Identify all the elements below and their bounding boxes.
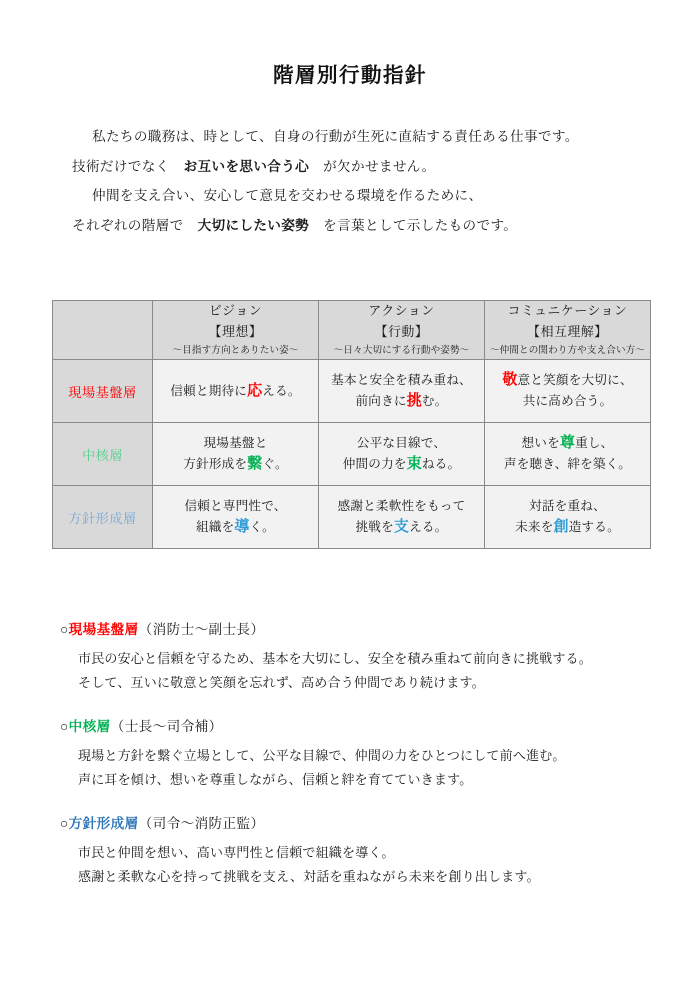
intro-paragraph	[72, 122, 632, 240]
cell-text-post: く。	[249, 520, 275, 534]
keyword-kanji: 応	[247, 382, 263, 399]
header-main-label: アクション	[368, 304, 435, 318]
cell-text-post: ぐ。	[262, 457, 288, 471]
section-body-line: そして、互いに敬意と笑顔を忘れず、高め合う仲間であり続けます。	[78, 674, 485, 690]
section-body	[60, 841, 660, 888]
table-header-action	[319, 301, 485, 360]
section-rank-range: （士長～司令補）	[110, 719, 223, 734]
cell-text-post: 造する。	[568, 520, 620, 534]
cell-text-pre: 信頼と専門性で、	[184, 499, 287, 513]
section-body-line: 声に耳を傾け、想いを尊重しながら、信頼と絆を育てていきます。	[78, 771, 473, 787]
cell-text-pre: 未来を	[515, 520, 554, 534]
row-label-chukaku: 中核層	[53, 423, 153, 486]
intro-line-3-text: 仲間を支え合い、安心して意見を交わせる環境を作るために、	[92, 188, 483, 203]
header-sub-label: 【行動】	[374, 325, 429, 339]
header-note-label: ～目指す方向とありたい姿～	[172, 345, 299, 356]
section-rank-range: （司令～消防正監）	[138, 816, 265, 831]
cell-line	[153, 433, 318, 454]
section-chukaku-sou	[60, 715, 660, 791]
keyword-kanji: 導	[234, 519, 250, 535]
cell-line	[485, 496, 650, 517]
cell-line	[485, 454, 650, 475]
section-body-line: 市民の安心と信頼を守るため、基本を大切にし、安全を積み重ねて前向きに挑戦する。	[78, 651, 592, 666]
cell-action-row2	[319, 486, 485, 549]
cell-line	[319, 370, 484, 391]
cell-line	[319, 454, 484, 475]
section-body	[60, 647, 660, 694]
keyword-kanji: 敬	[502, 372, 518, 388]
bullet-circle-icon: ○	[60, 816, 69, 831]
table-row	[53, 360, 651, 423]
cell-line	[319, 496, 484, 517]
keyword-kanji: 支	[393, 519, 410, 535]
intro-line-1-text: 私たちの職務は、時として、自身の行動が生死に直結する責任ある仕事です。	[92, 129, 579, 144]
cell-line	[153, 381, 318, 402]
cell-vision-row0	[153, 360, 319, 423]
cell-text-pre: 感謝と柔軟性をもって	[337, 499, 466, 513]
cell-text-pre: 想いを	[521, 436, 560, 450]
section-body-line: 感謝と柔軟な心を持って挑戦を支え、対話を重ねながら未来を創り出します。	[78, 868, 540, 884]
cell-text-pre: 対話を重ね、	[529, 499, 606, 513]
intro-line-1	[72, 122, 632, 152]
cell-line	[153, 496, 318, 517]
header-note-label: ～仲間との関わり方や支え合い方～	[489, 345, 646, 356]
intro-line-4-emphasis: 大切にしたい姿勢	[197, 217, 310, 233]
table-header-vision	[153, 301, 319, 360]
table-header-row	[53, 301, 651, 360]
table-corner-cell	[53, 301, 153, 360]
section-body	[60, 744, 660, 791]
intro-line-2-prefix: 技術だけでなく	[72, 158, 170, 174]
intro-line-4-prefix: それぞれの階層で	[72, 217, 184, 233]
cell-communication-row0	[485, 360, 651, 423]
header-main-label: コミュニケーション	[507, 304, 628, 318]
cell-line	[319, 517, 484, 538]
header-sub-label: 【相互理解】	[527, 325, 608, 339]
keyword-kanji: 挑	[406, 393, 422, 409]
section-genba-kiban-sou	[60, 618, 660, 694]
section-layer-name: 方針形成層	[68, 816, 139, 831]
cell-communication-row1	[485, 423, 651, 486]
bullet-circle-icon: ○	[60, 719, 69, 734]
cell-line	[319, 391, 484, 412]
section-layer-name: 現場基盤層	[68, 622, 139, 637]
cell-text-post: える。	[409, 520, 448, 534]
row-label-genba: 現場基盤層	[53, 360, 153, 423]
cell-text-post: む。	[421, 394, 448, 408]
cell-text-pre: 公平な目線で、	[356, 436, 447, 450]
row-label-hoshin: 方針形成層	[53, 486, 153, 549]
intro-line-4-suffix: を言葉として示したものです。	[323, 217, 518, 233]
keyword-kanji: 繋	[247, 456, 263, 472]
cell-text-pre: 組織を	[196, 520, 235, 534]
header-main-label: ビジョン	[208, 304, 263, 318]
header-note-label: ～日々大切にする行動や姿勢～	[333, 345, 470, 356]
section-layer-name: 中核層	[68, 719, 111, 734]
section-body-line: 市民と仲間を想い、高い専門性と信頼で組織を導く。	[78, 845, 395, 860]
header-sub-label: 【理想】	[208, 325, 263, 339]
section-heading	[60, 812, 660, 832]
cell-line	[485, 391, 650, 412]
intro-line-2-suffix: が欠かせません。	[323, 158, 436, 174]
cell-action-row1	[319, 423, 485, 486]
table-header-communication	[485, 301, 651, 360]
keyword-kanji: 創	[553, 519, 569, 535]
cell-text-post: 意と笑顔を大切に、	[517, 373, 633, 387]
cell-text-pre: 前向きに	[355, 394, 407, 408]
cell-text-pre: 現場基盤と	[203, 436, 268, 450]
cell-line	[485, 517, 650, 538]
intro-line-3	[72, 181, 632, 211]
cell-line	[485, 370, 650, 391]
cell-text-pre: 仲間の力を	[342, 457, 407, 471]
layer-descriptions	[60, 618, 660, 909]
intro-line-2-emphasis: お互いを思い合う心	[183, 158, 310, 174]
guideline-matrix-table	[52, 300, 651, 549]
keyword-kanji: 束	[406, 456, 422, 472]
section-hoshin-keisei-sou	[60, 812, 660, 888]
intro-line-4	[72, 211, 632, 241]
cell-line	[153, 454, 318, 475]
intro-line-2	[72, 152, 632, 182]
cell-vision-row2	[153, 486, 319, 549]
section-heading	[60, 715, 660, 735]
table-row	[53, 486, 651, 549]
section-body-line: 現場と方針を繋ぐ立場として、公平な目線で、仲間の力をひとつにして前へ進む。	[78, 748, 566, 763]
table-row	[53, 423, 651, 486]
cell-line	[153, 517, 318, 538]
cell-line	[319, 433, 484, 454]
cell-text-pre: 声を聴き、絆を築く。	[503, 457, 632, 471]
cell-vision-row1	[153, 423, 319, 486]
cell-text-pre: 信頼と期待に	[170, 383, 248, 398]
cell-text-pre: 方針形成を	[183, 457, 248, 471]
cell-action-row0	[319, 360, 485, 423]
section-rank-range: （消防士～副士長）	[138, 622, 265, 637]
page-title: 階層別行動指針	[273, 65, 427, 87]
cell-text-post: 重し、	[575, 436, 614, 450]
keyword-kanji: 尊	[559, 435, 576, 451]
section-heading	[60, 618, 660, 638]
cell-text-post: ねる。	[421, 457, 461, 471]
cell-text-pre: 共に高め合う。	[522, 394, 613, 408]
cell-text-post: える。	[262, 383, 301, 398]
cell-communication-row2	[485, 486, 651, 549]
cell-text-pre: 基本と安全を積み重ね、	[331, 373, 472, 387]
bullet-circle-icon: ○	[60, 622, 69, 637]
cell-line	[485, 433, 650, 454]
cell-text-pre: 挑戦を	[355, 520, 394, 534]
